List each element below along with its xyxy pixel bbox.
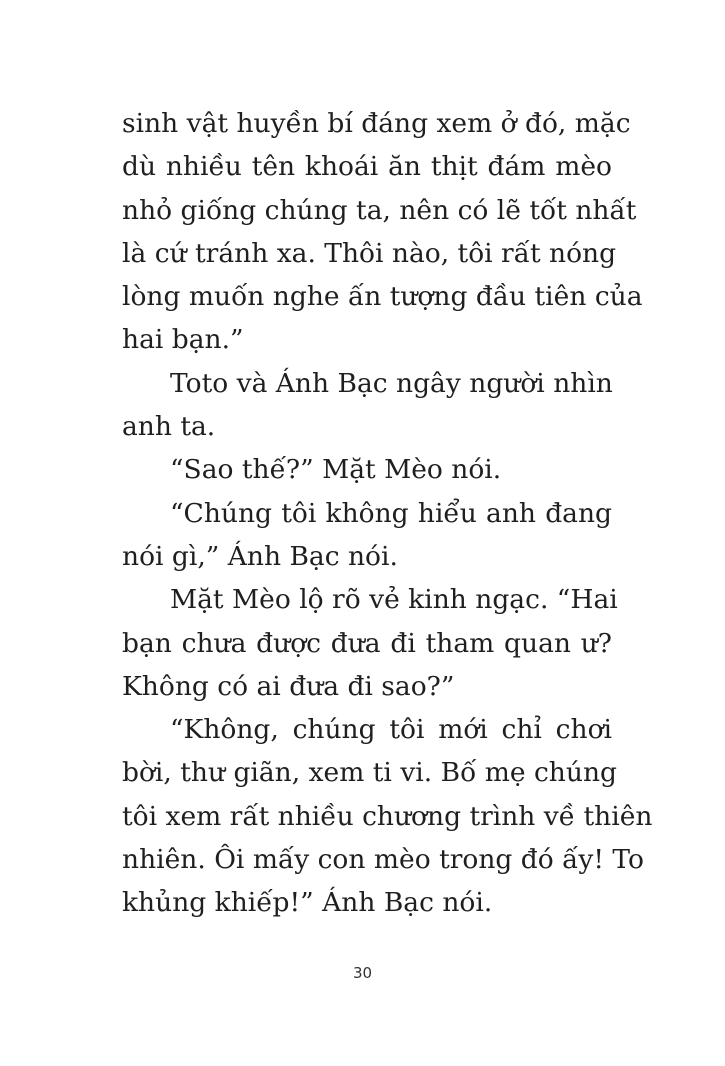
text-line: bạn chưa được đưa đi tham quan ư? <box>122 627 612 659</box>
text-line: Toto và Ánh Bạc ngây người nhìn <box>170 367 613 399</box>
text-line: nhiên. Ôi mấy con mèo trong đó ấy! To <box>122 844 644 876</box>
text-line: nhỏ giống chúng ta, nên có lẽ tốt nhất <box>122 194 637 226</box>
text-line: Không có ai đưa đi sao?” <box>122 670 455 702</box>
text-line: lòng muốn nghe ấn tượng đầu tiên của <box>122 281 643 313</box>
text-line: sinh vật huyền bí đáng xem ở đó, mặc <box>122 108 631 139</box>
text-line: “Chúng tôi không hiểu anh đang <box>170 497 612 529</box>
text-line: tôi xem rất nhiều chương trình về thiên <box>122 800 653 832</box>
text-line: là cứ tránh xa. Thôi nào, tôi rất nóng <box>122 237 617 269</box>
text-line: nói gì,” Ánh Bạc nói. <box>122 540 398 572</box>
body-text <box>122 102 653 925</box>
text-line: “Sao thế?” Mặt Mèo nói. <box>170 454 502 486</box>
text-line: khủng khiếp!” Ánh Bạc nói. <box>122 887 493 919</box>
text-line: hai bạn.” <box>122 324 244 356</box>
text-line: dù nhiều tên khoái ăn thịt đám mèo <box>122 151 612 183</box>
text-line: anh ta. <box>122 411 216 443</box>
text-line: bời, thư giãn, xem ti vi. Bố mẹ chúng <box>122 757 617 789</box>
page-number: 30 <box>352 964 373 982</box>
text-line: Mặt Mèo lộ rõ vẻ kinh ngạc. “Hai <box>170 584 618 616</box>
text-line: “Không, chúng tôi mới chỉ chơi <box>170 714 612 746</box>
